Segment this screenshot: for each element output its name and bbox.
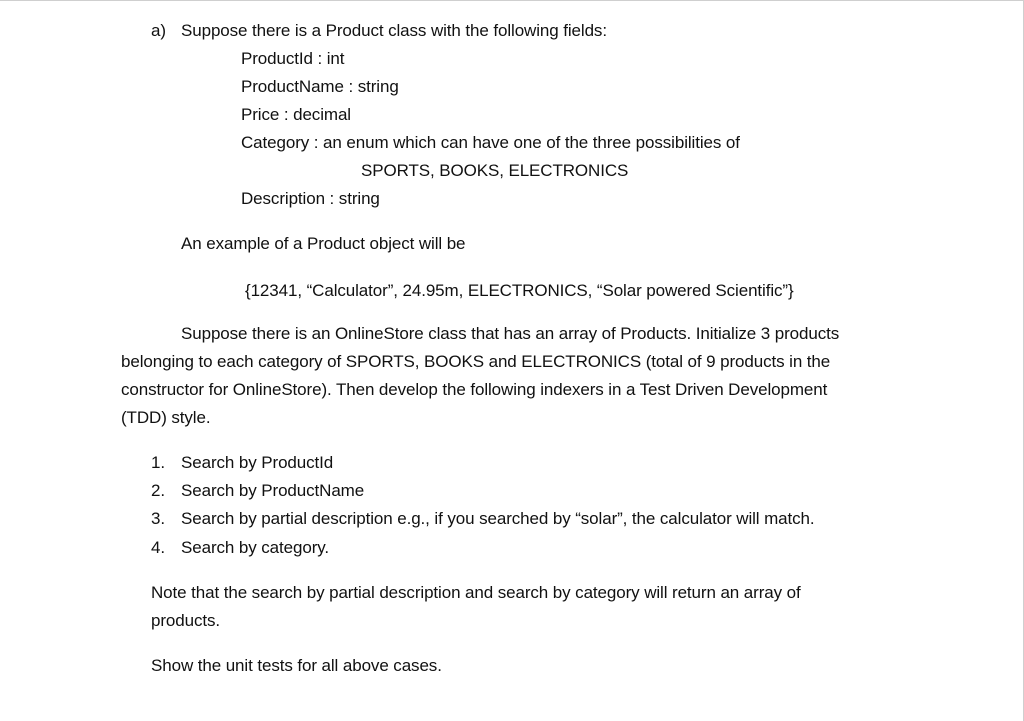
example-object: {12341, “Calculator”, 24.95m, ELECTRONICS, “Solar powered Scientific”} — [245, 281, 794, 300]
list-number-2: 2. — [151, 481, 165, 500]
list-item-3: Search by partial description e.g., if you searched by “solar”, the calculator will match. — [181, 509, 815, 528]
paragraph-line-3: constructor for OnlineStore). Then develop the following indexers in a Test Driven Development — [121, 380, 828, 399]
note-line-2: products. — [151, 611, 221, 630]
list-number-1: 1. — [151, 453, 165, 472]
list-item-2: Search by ProductName — [181, 481, 365, 500]
list-item-1: Search by ProductId — [181, 453, 334, 472]
question-label: a) — [151, 21, 166, 40]
list-number-4: 4. — [151, 538, 165, 557]
note-line-1: Note that the search by partial description and search by category will return an array of — [151, 583, 801, 602]
field-category: Category : an enum which can have one of the three possibilities of — [241, 133, 740, 152]
example-intro: An example of a Product object will be — [181, 234, 466, 253]
field-description: Description : string — [241, 189, 380, 208]
final-instruction: Show the unit tests for all above cases. — [151, 656, 442, 675]
paragraph-line-2: belonging to each category of SPORTS, BOOKS and ELECTRONICS (total of 9 products in the — [121, 352, 831, 371]
question-intro: Suppose there is a Product class with the following fields: — [181, 21, 607, 40]
list-item-4: Search by category. — [181, 538, 330, 557]
list-number-3: 3. — [151, 509, 165, 528]
field-price: Price : decimal — [241, 105, 351, 124]
field-product-name: ProductName : string — [241, 77, 399, 96]
field-category-values: SPORTS, BOOKS, ELECTRONICS — [361, 161, 629, 180]
paragraph-line-4: (TDD) style. — [121, 408, 211, 427]
field-product-id: ProductId : int — [241, 49, 345, 68]
paragraph-line-1: Suppose there is an OnlineStore class that has an array of Products. Initialize 3 products — [181, 324, 840, 343]
